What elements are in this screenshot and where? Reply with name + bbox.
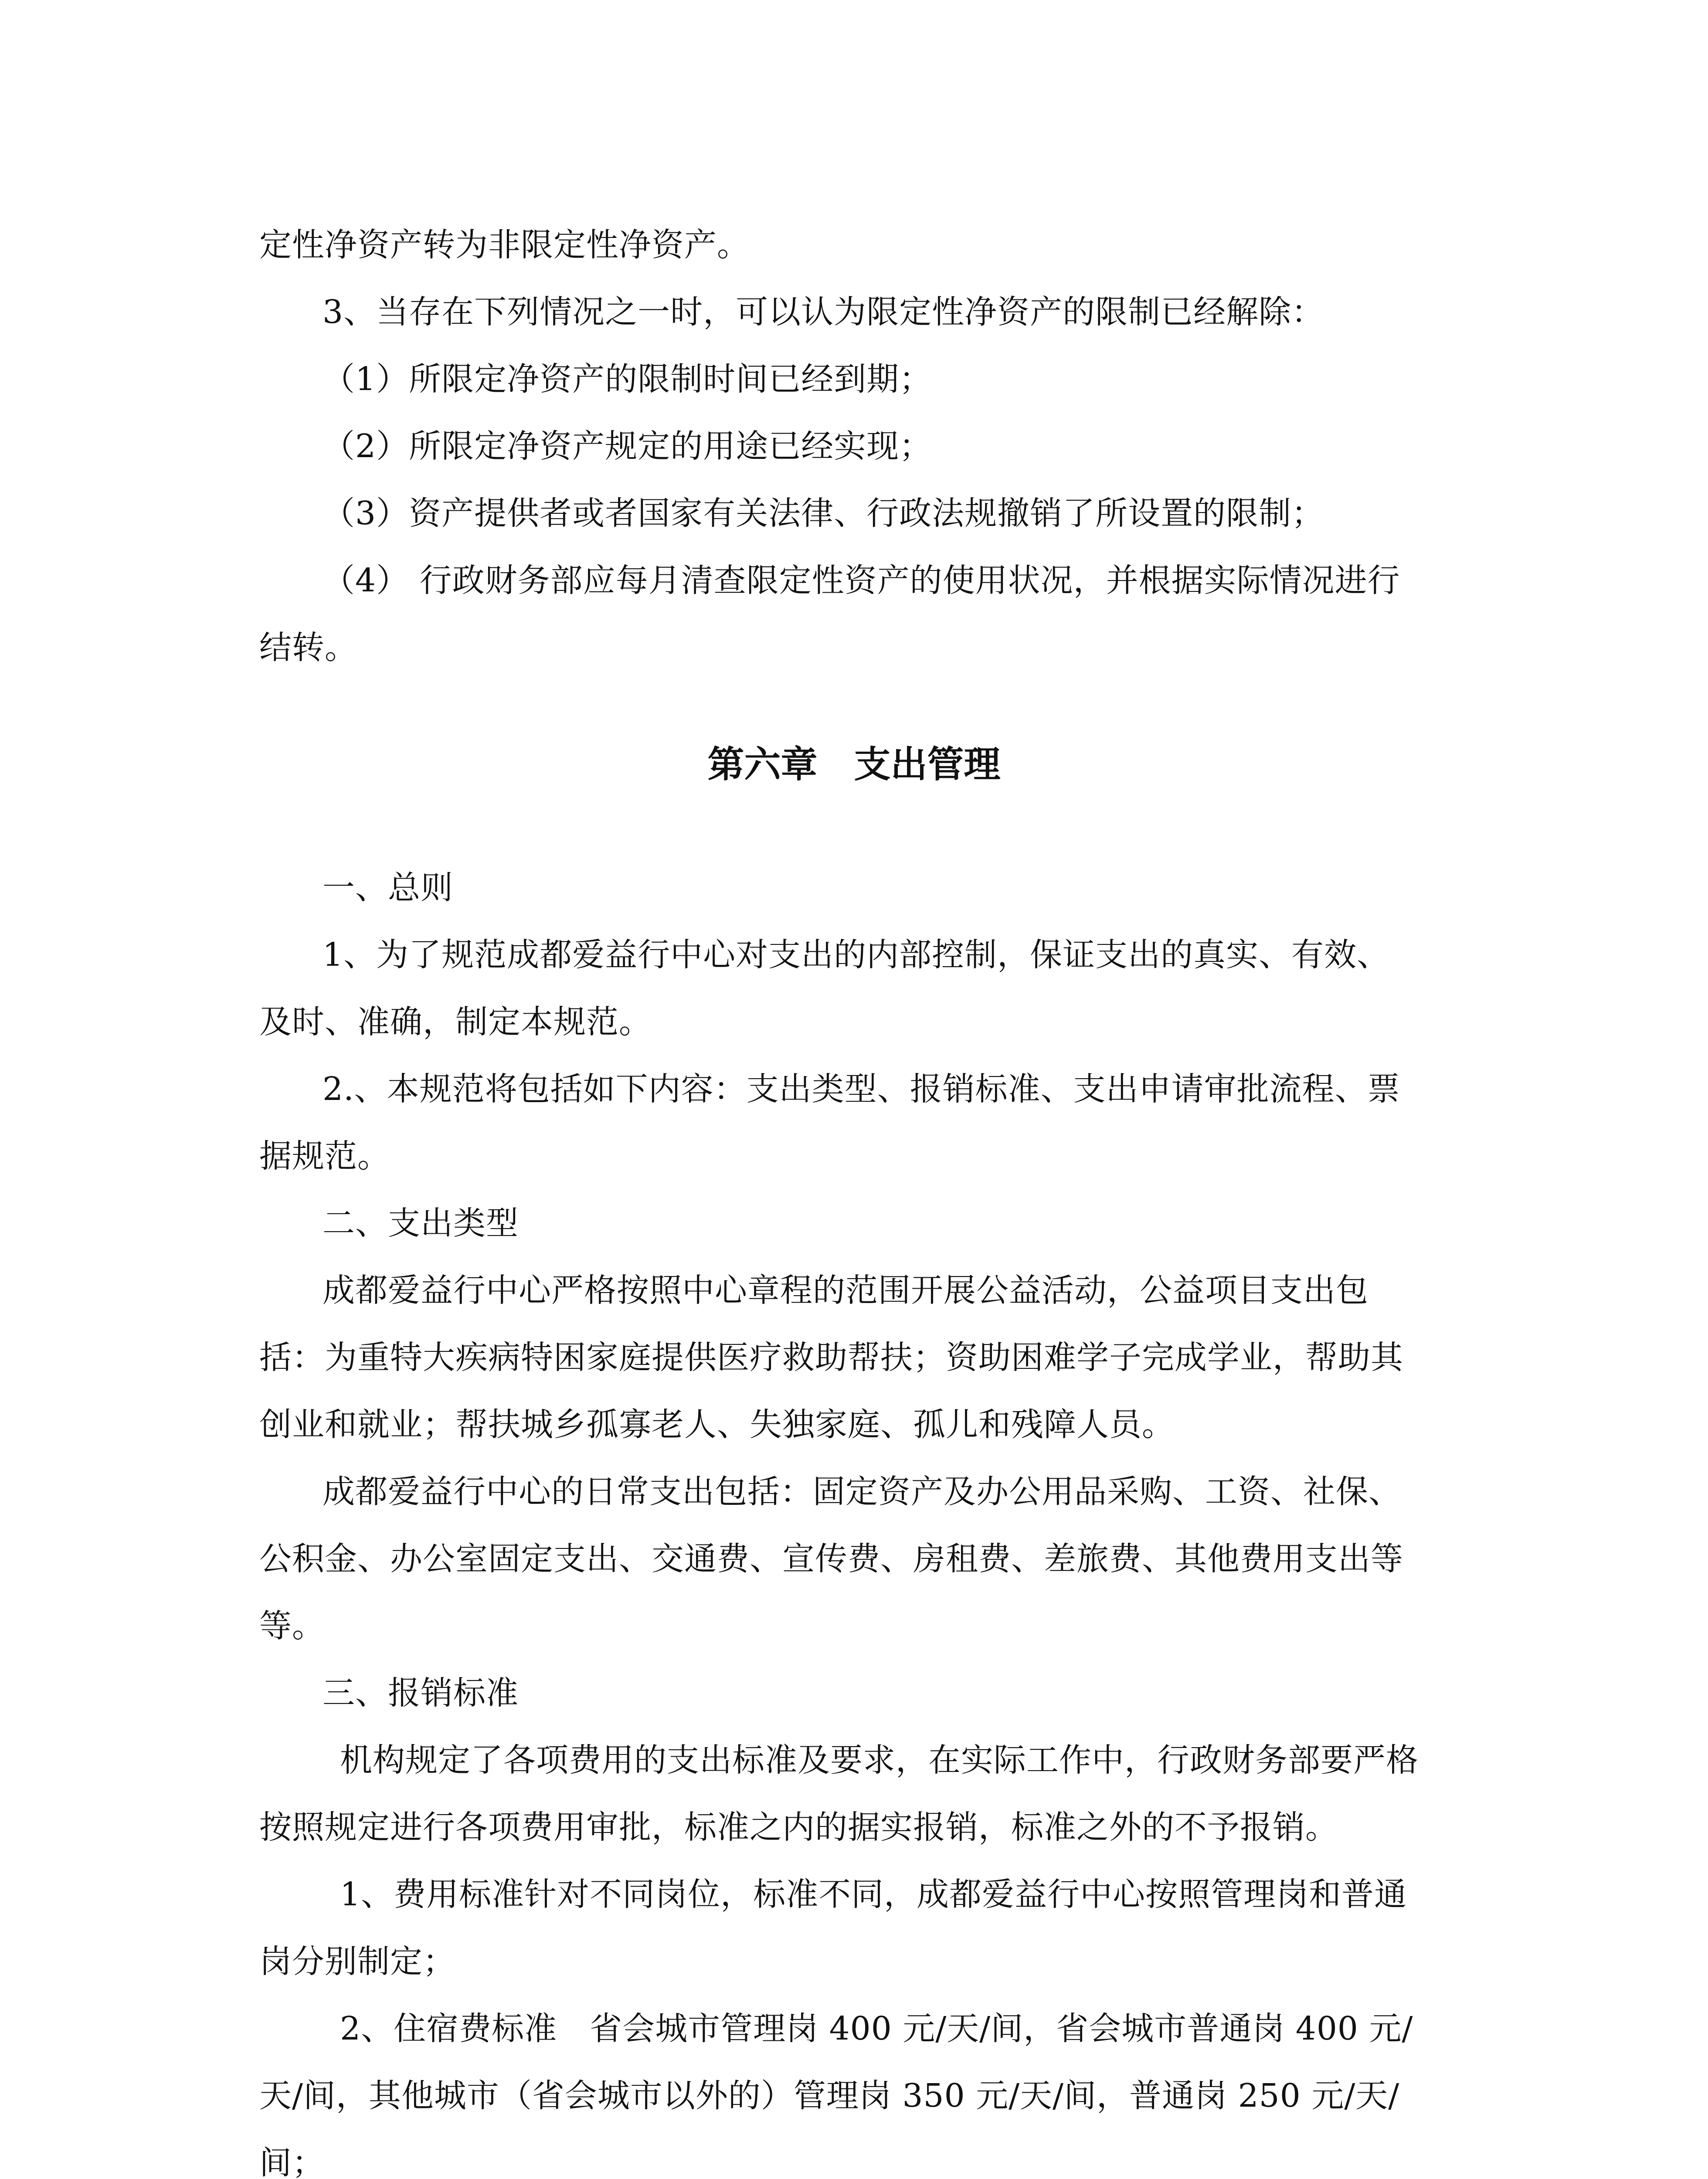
paragraph-line: 2.、本规范将包括如下内容：支出类型、报销标准、支出申请审批流程、票 — [323, 1070, 1400, 1108]
list-item: （1）所限定净资产的限制时间已经到期； — [323, 360, 932, 398]
chapter-title: 第六章 支出管理 — [707, 743, 1001, 786]
paragraph-line: 机构规定了各项费用的支出标准及要求，在实际工作中，行政财务部要严格 — [340, 1741, 1419, 1779]
section-heading: 二、支出类型 — [323, 1205, 519, 1242]
paragraph-line: 3、当存在下列情况之一时，可以认为限定性净资产的限制已经解除： — [323, 293, 1324, 331]
paragraph-line: 据规范。 — [259, 1137, 390, 1175]
section-heading: 一、总则 — [323, 869, 453, 906]
paragraph-line: 公积金、办公室固定支出、交通费、宣传费、房租费、差旅费、其他费用支出等 — [259, 1540, 1403, 1578]
paragraph-line: 1、为了规范成都爱益行中心对支出的内部控制，保证支出的真实、有效、 — [323, 936, 1390, 974]
paragraph-line: 间； — [259, 2144, 325, 2179]
paragraph-line: 1、费用标准针对不同岗位，标准不同，成都爱益行中心按照管理岗和普通 — [340, 1876, 1407, 1913]
section-heading: 三、报销标准 — [323, 1674, 519, 1712]
paragraph-line: 按照规定进行各项费用审批，标准之内的据实报销，标准之外的不予报销。 — [259, 1809, 1338, 1846]
paragraph-line: 及时、准确，制定本规范。 — [259, 1003, 652, 1041]
paragraph-line: 2、住宿费标准 省会城市管理岗 400 元/天/间，省会城市普通岗 400 元/ — [340, 2010, 1413, 2047]
paragraph-line: 成都爱益行中心的日常支出包括：固定资产及办公用品采购、工资、社保、 — [323, 1473, 1401, 1510]
paragraph-line: 天/间，其他城市（省会城市以外的）管理岗 350 元/天/间，普通岗 250 元/天/ — [259, 2077, 1400, 2115]
paragraph-line: 括：为重特大疾病特困家庭提供医疗救助帮扶；资助困难学子完成学业，帮助其 — [259, 1339, 1403, 1376]
paragraph-line: 岗分别制定； — [259, 1943, 455, 1980]
list-item: （4） 行政财务部应每月清查限定性资产的使用状况，并根据实际情况进行 — [323, 562, 1400, 599]
paragraph-line: 创业和就业；帮扶城乡孤寡老人、失独家庭、孤儿和残障人员。 — [259, 1406, 1175, 1443]
paragraph-line: 等。 — [259, 1607, 325, 1645]
paragraph-line: 成都爱益行中心严格按照中心章程的范围开展公益活动，公益项目支出包 — [323, 1272, 1368, 1309]
paragraph-line: 定性净资产转为非限定性净资产。 — [259, 226, 750, 264]
list-item: （2）所限定净资产规定的用途已经实现； — [323, 428, 932, 465]
paragraph-line: 结转。 — [259, 629, 357, 666]
list-item: （3）资产提供者或者国家有关法律、行政法规撤销了所设置的限制； — [323, 495, 1324, 532]
